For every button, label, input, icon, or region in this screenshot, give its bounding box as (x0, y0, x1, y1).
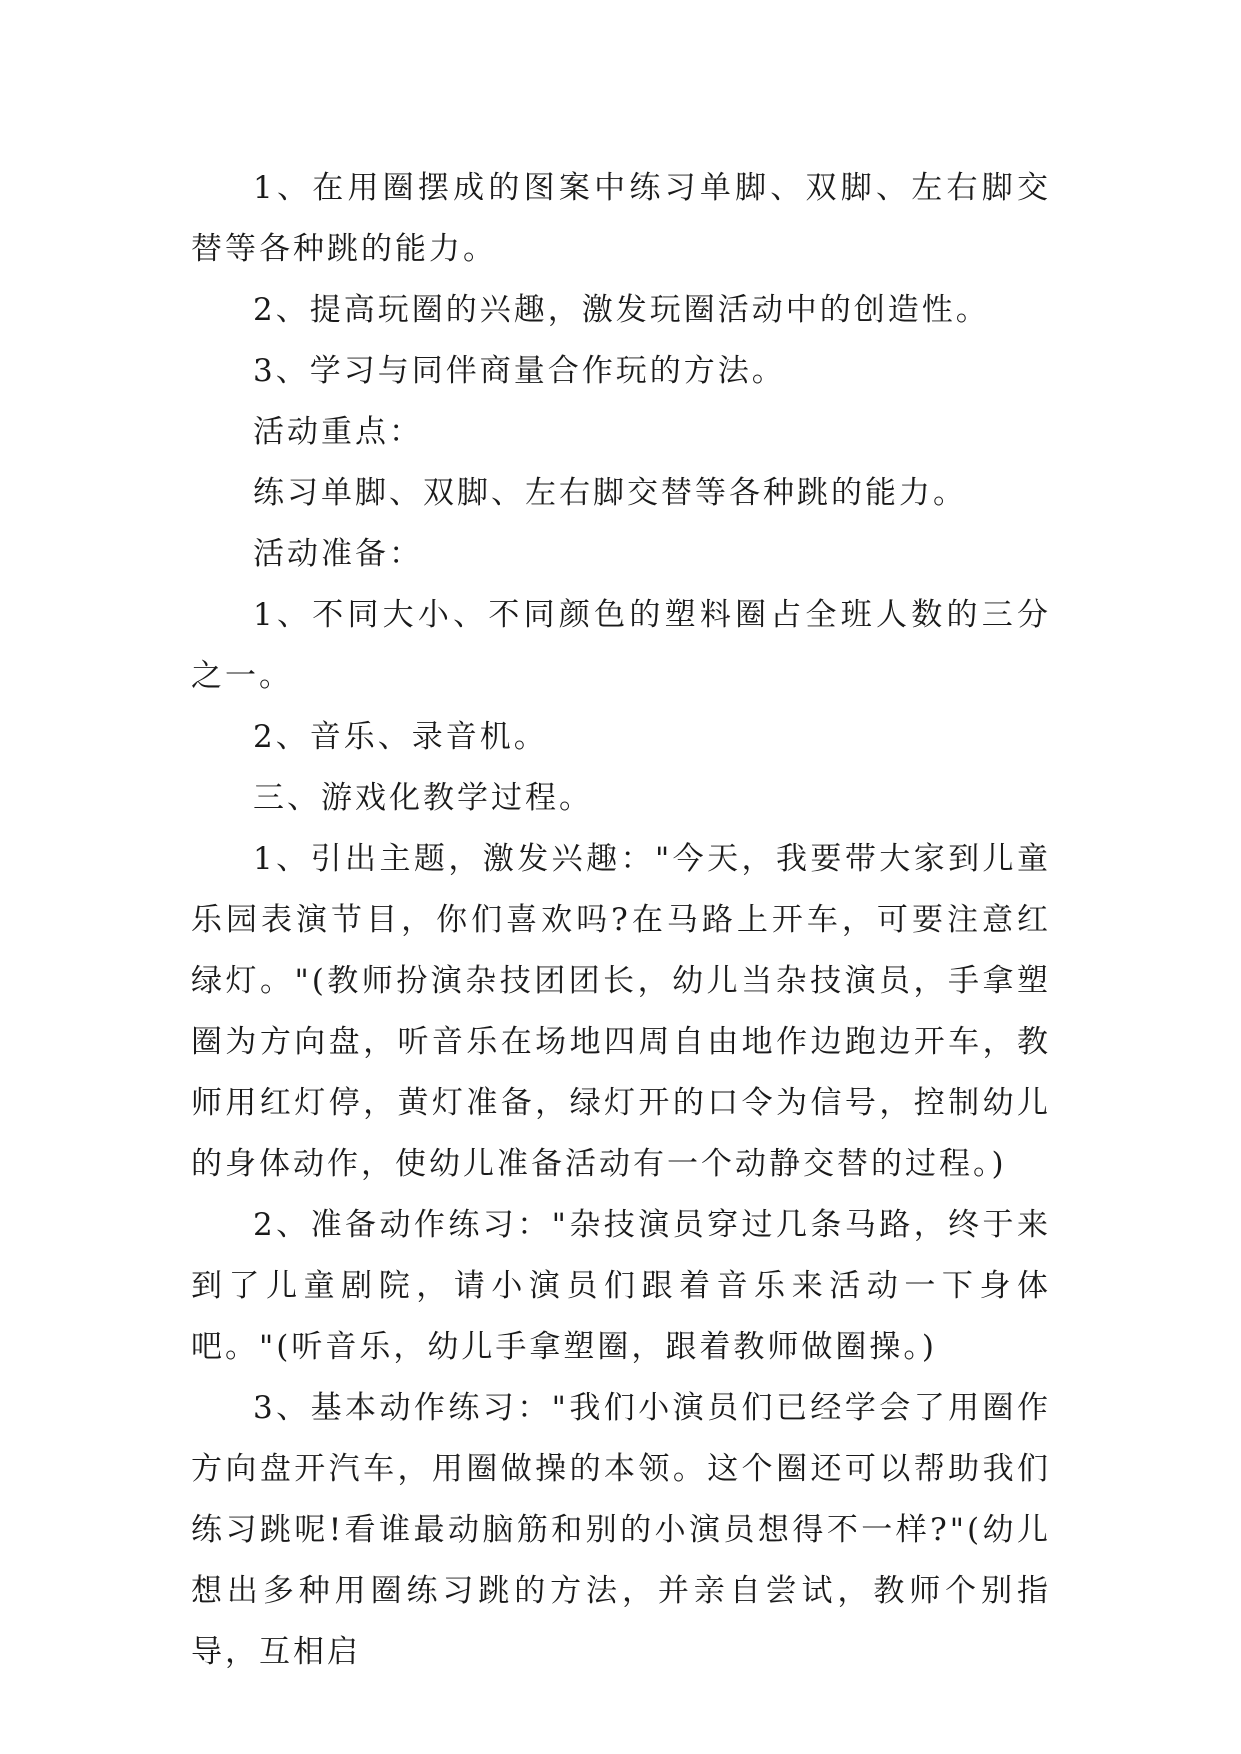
paragraph-goal-1: 1、在用圈摆成的图案中练习单脚、双脚、左右脚交替等各种跳的能力。 (191, 170, 1051, 267)
paragraph-process-3: 3、基本动作练习："我们小演员们已经学会了用圈作方向盘开汽车，用圈做操的本领。这个圈还可以帮助我们练习跳呢!看谁最动脑筋和别的小演员想得不一样?"(幼儿想出多种用圈练习跳的方法，并亲自尝试，教师个别指导，互相启 (191, 1390, 1051, 1670)
heading-teaching-process: 三、游戏化教学过程。 (253, 780, 593, 816)
paragraph-goal-3: 3、学习与同伴商量合作玩的方法。 (253, 353, 786, 389)
paragraph-preparation-2: 2、音乐、录音机。 (253, 719, 548, 755)
paragraph-preparation-1: 1、不同大小、不同颜色的塑料圈占全班人数的三分之一。 (191, 597, 1051, 694)
paragraph-goal-2: 2、提高玩圈的兴趣，激发玩圈活动中的创造性。 (253, 292, 990, 328)
heading-activity-preparation: 活动准备： (253, 536, 423, 572)
paragraph-process-2: 2、准备动作练习："杂技演员穿过几条马路，终于来到了儿童剧院，请小演员们跟着音乐来活动一下身体吧。"(听音乐，幼儿手拿塑圈，跟着教师做圈操。) (191, 1207, 1051, 1365)
document-body (191, 158, 1051, 1683)
paragraph-activity-focus: 练习单脚、双脚、左右脚交替等各种跳的能力。 (253, 475, 967, 511)
paragraph-process-1: 1、引出主题，激发兴趣："今天，我要带大家到儿童乐园表演节目，你们喜欢吗?在马路上开车，可要注意红绿灯。"(教师扮演杂技团团长，幼儿当杂技演员，手拿塑圈为方向盘，听音乐在场地四周自由地作边跑边开车，教师用红灯停，黄灯准备，绿灯开的口令为信号，控制幼儿的身体动作，使幼儿准备活动有一个动静交替的过程。) (191, 841, 1051, 1182)
heading-activity-focus: 活动重点： (253, 414, 423, 450)
